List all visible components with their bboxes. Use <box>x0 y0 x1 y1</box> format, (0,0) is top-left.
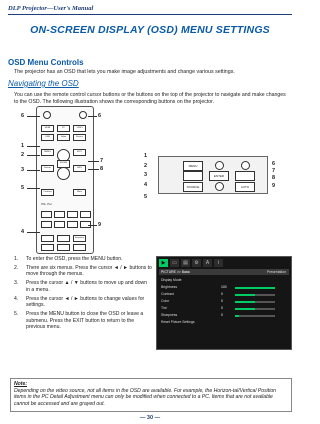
remote-button <box>54 211 65 218</box>
callout-line <box>88 161 99 162</box>
power-off-button <box>79 111 87 119</box>
vol-label: VOL. Pwr <box>41 203 52 206</box>
remote-button: HDMI <box>41 125 54 132</box>
remote-button <box>67 211 78 218</box>
callout-number: 1 <box>21 143 25 149</box>
keypad-left-button <box>183 171 203 181</box>
callout-number: 5 <box>21 185 25 191</box>
remote-button <box>41 235 54 242</box>
page-title: ON-SCREEN DISPLAY (OSD) MENU SETTINGS <box>30 24 270 36</box>
remote-button: Keystone <box>73 235 86 242</box>
remote-button: USB <box>41 134 54 141</box>
osd-row: Brightness 100 <box>161 284 287 291</box>
list-item: 2. There are six menus. Press the cursor ◄ / ► buttons to move through the menus. <box>14 264 152 278</box>
callout-number: 9 <box>98 222 102 228</box>
osd-row: Contrast 0 <box>161 291 287 298</box>
subheading: Navigating the OSD <box>8 79 79 88</box>
callout-line <box>27 170 40 171</box>
instruction-list <box>14 256 152 333</box>
osd-menu-tabs <box>159 259 289 267</box>
remote-button: BKS <box>73 165 86 172</box>
osd-row: Reset Picture Settings <box>161 320 195 324</box>
callout-line <box>27 155 40 156</box>
remote-button <box>57 244 70 251</box>
remote-control-illustration <box>36 106 94 254</box>
remote-button: Mute <box>73 189 86 196</box>
remote-button <box>41 211 52 218</box>
language-tab-icon: A <box>203 259 212 267</box>
remote-button: EXIT <box>73 149 86 156</box>
computer-tab-icon: ▭ <box>170 259 179 267</box>
note-body: Depending on the video source, not all items in the OSD are available. For example, the Horizon-tal/Vertical Position items in the PC Detail Adjustment menu can only be modified when connected to a PC. Items that are not available cannot be accessed and are grayed out. <box>14 387 276 407</box>
keypad-right-button <box>235 171 255 181</box>
callout-line <box>27 116 40 117</box>
list-item: 1. To enter the OSD, press the MENU button. <box>14 256 123 262</box>
osd-preset-value: Presentation <box>266 270 286 274</box>
note-box <box>10 378 292 412</box>
callout-number: 8 <box>100 166 104 172</box>
osd-menu-screenshot <box>156 256 292 350</box>
callout-number: 4 <box>21 229 25 235</box>
remote-button: Source <box>73 134 86 141</box>
list-item: 3. Press the cursor ▲ / ▼ buttons to move up and down in a menu. <box>14 280 148 293</box>
callout-number: 9 <box>272 183 276 189</box>
keypad-down-button <box>215 182 224 191</box>
callout-number: 6 <box>21 113 25 119</box>
callout-number: 6 <box>98 113 102 119</box>
section-heading: OSD Menu Controls <box>8 58 84 67</box>
remote-button <box>57 235 70 242</box>
callout-line <box>88 116 97 117</box>
remote-button <box>80 211 91 218</box>
callout-number: 6 <box>272 161 276 167</box>
callout-line <box>27 146 40 147</box>
callout-number: 3 <box>144 172 148 178</box>
osd-row: Tint 0 <box>161 305 287 312</box>
callout-number: 7 <box>100 158 104 164</box>
remote-button: Freeze <box>41 165 54 172</box>
osd-heading: PICTURE >> Basic Presentation <box>159 269 289 275</box>
callout-number: 1 <box>144 153 148 159</box>
header-divider <box>8 14 292 15</box>
keypad-enter-button: ENTER <box>209 171 229 181</box>
remote-button <box>54 221 65 228</box>
callout-line <box>88 169 99 170</box>
note-title: Note: <box>14 381 28 387</box>
osd-row: Color 0 <box>161 298 287 305</box>
osd-row: Sharpness 0 <box>161 312 287 319</box>
header-title: DLP Projector—User's Manual <box>8 5 94 12</box>
picture-tab-icon: ▶ <box>159 259 168 267</box>
keypad-up-button <box>215 161 224 170</box>
keypad-auto-button: AUTO <box>235 182 255 192</box>
remote-button <box>67 221 78 228</box>
callout-number: 7 <box>272 168 276 174</box>
power-on-button <box>43 111 51 119</box>
remote-button: PC <box>57 125 70 132</box>
remote-button: YPbPr <box>73 125 86 132</box>
callout-number: 3 <box>21 167 25 173</box>
page-number: — 30 — <box>139 415 161 421</box>
osd-row: Display Mode <box>161 278 182 282</box>
projector-keypad-illustration <box>158 156 268 194</box>
intro-text: The projector has an OSD that lets you make image adjustments and change various settings. <box>14 69 235 75</box>
setup-tab-icon: ▤ <box>181 259 190 267</box>
remote-button <box>73 244 86 251</box>
list-item: 4. Press the cursor ◄ / ► buttons to change values for settings. <box>14 295 145 309</box>
remote-button: Video <box>57 134 70 141</box>
callout-number: 2 <box>21 152 25 158</box>
remote-button: ENTER <box>57 160 70 168</box>
body-text: You can use the remote control cursor buttons or the buttons on the top of the projector to navigate and make changes to the OSD. The following illustration shows the corresponding buttons on the projector. <box>14 92 286 105</box>
remote-button: MENU <box>41 149 54 156</box>
list-item: 5. Press the MENU button to close the OSD or leave a submenu. Press the EXIT button to return to the previous menu. <box>14 310 144 331</box>
callout-number: 5 <box>144 194 148 200</box>
options-tab-icon: ⚙ <box>192 259 201 267</box>
keypad-source-button: SOURCE <box>183 182 203 192</box>
callout-line <box>27 232 40 233</box>
remote-button <box>41 244 54 251</box>
remote-button: Contrast <box>41 189 54 196</box>
keypad-power-button <box>241 161 250 170</box>
remote-dpad-down <box>57 167 70 180</box>
keypad-menu-button: MENU <box>183 161 203 171</box>
callout-line <box>88 225 97 226</box>
info-tab-icon: i <box>214 259 223 267</box>
callout-number: 8 <box>272 175 276 181</box>
callout-line <box>27 188 40 189</box>
callout-number: 2 <box>144 163 148 169</box>
callout-number: 4 <box>144 182 148 188</box>
remote-button <box>41 221 52 228</box>
